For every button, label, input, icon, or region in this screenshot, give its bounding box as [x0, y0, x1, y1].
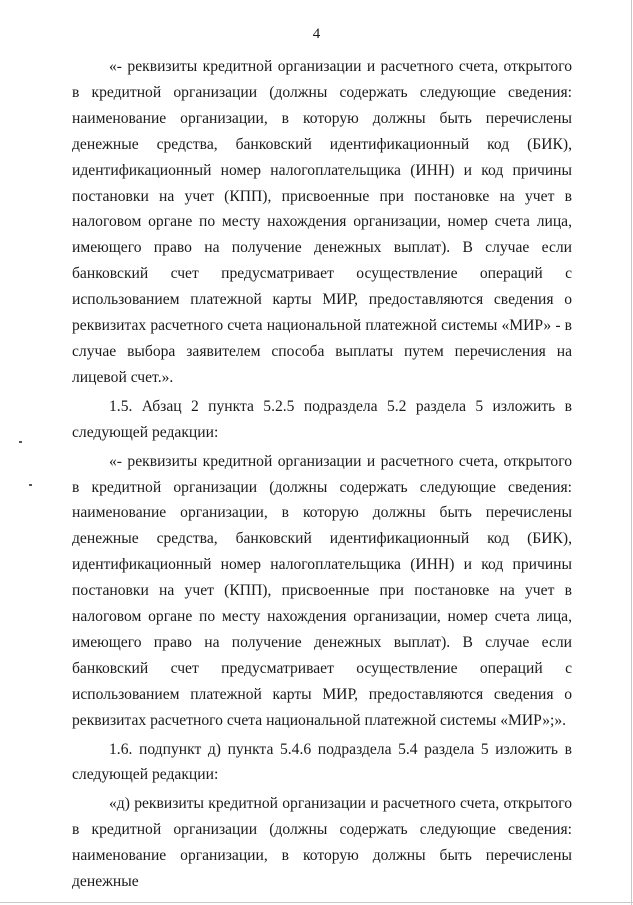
scan-speck	[29, 484, 32, 486]
scan-bottom-edge	[0, 902, 633, 903]
paragraph-requisites-quote-2: «- реквизиты кредитной организации и расчетного счета, открытого в кредитной организации (должны содержать следующие сведения: наименование организации, в которую должны быть перечислены денежные средства, банковский идентификационный код (БИК), идентификационный номер налогоплательщика (ИНН) и код причины постановки на учет (КПП), присвоенные при постановке на учет в налоговом органе по месту нахождения организации, номер счета лица, имеющего право на получение денежных выплат). В случае если банковский счет предусматривает осуществление операций с использованием платежной карты МИР, предоставляются сведения о реквизитах расчетного счета национальной платежной системы «МИР»;».	[72, 452, 572, 729]
paragraph-requisites-quote-1: «- реквизиты кредитной организации и расчетного счета, открытого в кредитной организации (должны содержать следующие сведения: наименование организации, в которую должны быть перечислены денежные средства, банковский идентификационный код (БИК), идентификационный номер налогоплательщика (ИНН) и код причины постановки на учет (КПП), присвоенные при постановке на учет в налоговом органе по месту нахождения организации, номер счета лица, имеющего право на получение денежных выплат). В случае если банковский счет предусматривает осуществление операций с использованием платежной карты МИР, предоставляются сведения о реквизитах расчетного счета национальной платежной системы «МИР» - в случае выбора заявителем способа выплаты путем перечисления на лицевой счет.».	[72, 58, 572, 386]
paragraph-requisites-quote-3: «д) реквизиты кредитной организации и расчетного счета, открытого в кредитной организации (должны содержать следующие сведения: наименование организации, в которую должны быть перечислены денежные	[72, 795, 572, 891]
page-number: 4	[312, 26, 321, 42]
document-body	[72, 54, 572, 895]
paragraph-amendment-1-6: 1.6. подпункт д) пункта 5.4.6 подраздела 5.4 раздела 5 изложить в следующей редакции:	[72, 740, 572, 784]
scan-speck	[19, 441, 22, 443]
paragraph-amendment-1-5: 1.5. Абзац 2 пункта 5.2.5 подраздела 5.2 раздела 5 изложить в следующей редакции:	[72, 397, 572, 441]
scan-right-edge	[631, 0, 632, 905]
